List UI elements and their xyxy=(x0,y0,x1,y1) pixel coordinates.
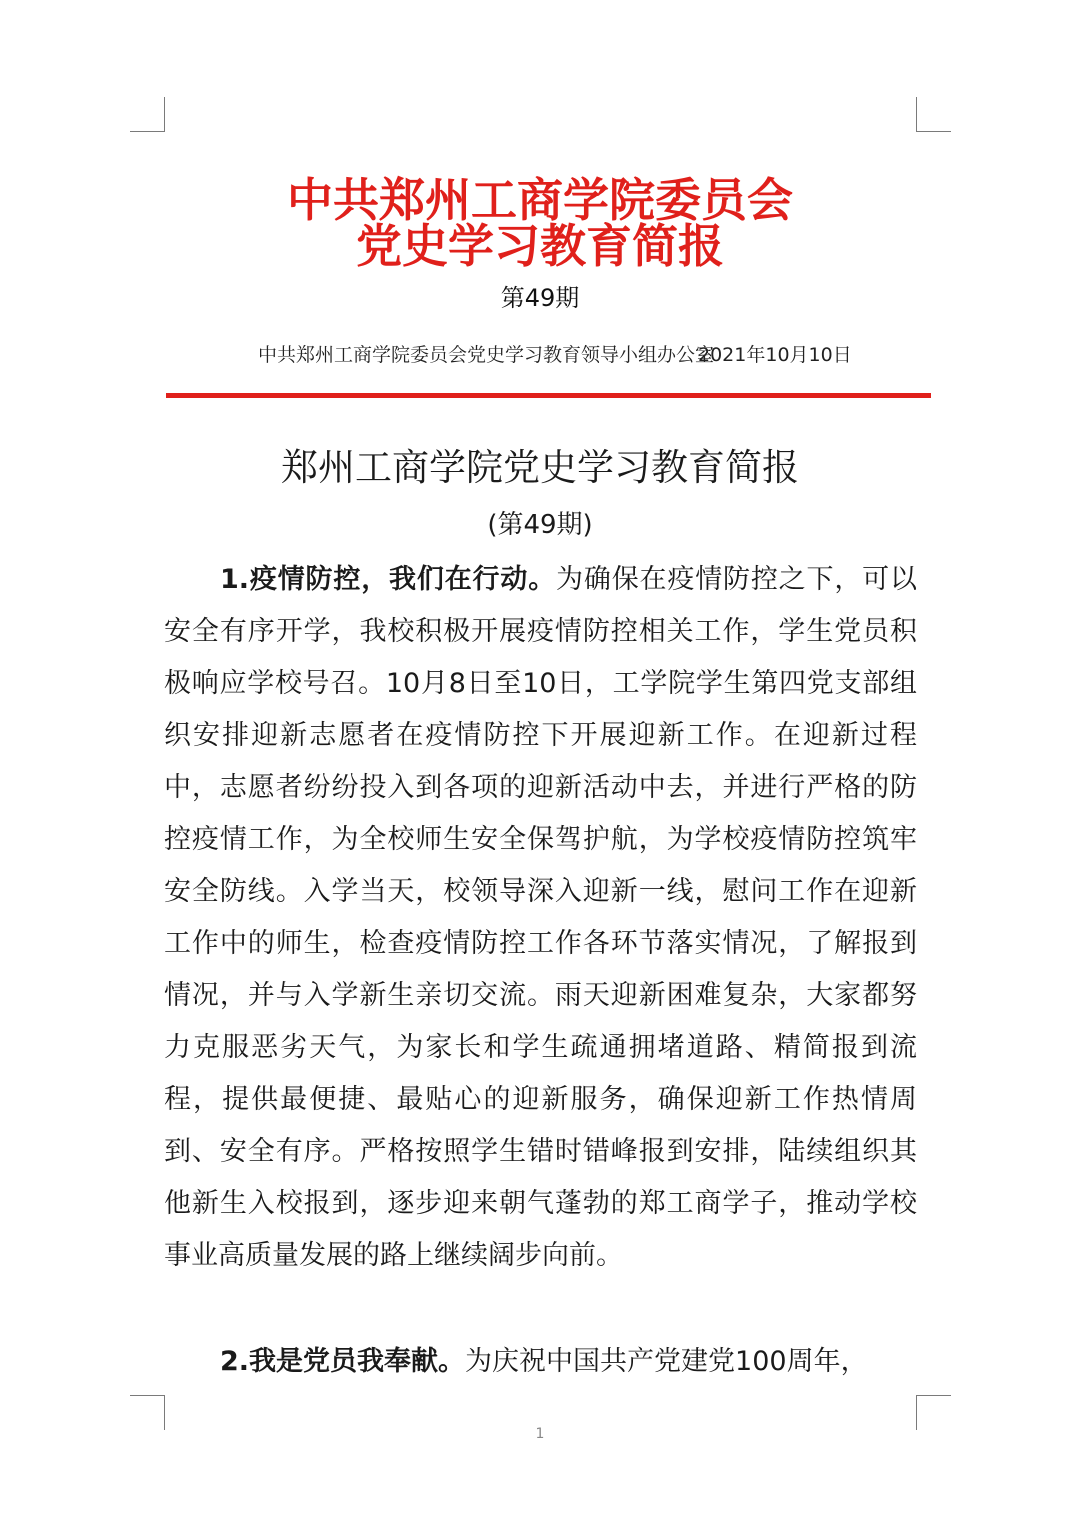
masthead-issue-number: 第49期 xyxy=(500,284,580,312)
paragraph-1-heading: 1.疫情防控，我们在行动。 xyxy=(220,564,557,595)
paragraph-2 xyxy=(164,1336,917,1388)
masthead-red-divider xyxy=(166,393,931,398)
paragraph-1-text: 为确保在疫情防控之下，可以安全有序开学，我校积极开展疫情防控相关工作，学生党员积极响应学校号召。10月8日至10日，工学院学生第四党支部组织安排迎新志愿者在疫情防控下开展迎新工作。在迎新过程中，志愿者纷纷投入到各项的迎新活动中去，并进行严格的防控疫情工作，为全校师生安全保驾护航，为学校疫情防控筑牢安全防线。入学当天，校领导深入迎新一线，慰问工作在迎新工作中的师生，检查疫情防控工作各环节落实情况，了解报到情况，并与入学新生亲切交流。雨天迎新困难复杂，大家都努力克服恶劣天气，为家长和学生疏通拥堵道路、精简报到流程，提供最便捷、最贴心的迎新服务，确保迎新工作热情周到、安全有序。严格按照学生错时错峰报到安排，陆续组织其他新生入校报到，逐步迎来朝气蓬勃的郑工商学子，推动学校事业高质量发展的路上继续阔步向前。 xyxy=(164,564,918,1271)
document-title: 郑州工商学院党史学习教育简报 xyxy=(281,446,799,489)
page-number: 1 xyxy=(535,1426,545,1442)
crop-mark-top-left xyxy=(130,97,165,132)
paragraph-1 xyxy=(164,554,917,1282)
paragraph-2-text: 为庆祝中国共产党建党100周年， xyxy=(465,1346,868,1377)
issuing-office: 中共郑州工商学院委员会党史学习教育领导小组办公室 xyxy=(258,344,715,366)
crop-mark-top-right xyxy=(916,97,951,132)
masthead-title-line2: 党史学习教育简报 xyxy=(356,219,724,273)
document-issue-number: (第49期) xyxy=(487,510,593,540)
masthead-title-line1: 中共郑州工商学院委员会 xyxy=(287,173,793,227)
paragraph-2-heading: 2.我是党员我奉献。 xyxy=(220,1346,466,1377)
issue-date: 2021年10月10日 xyxy=(698,344,852,366)
